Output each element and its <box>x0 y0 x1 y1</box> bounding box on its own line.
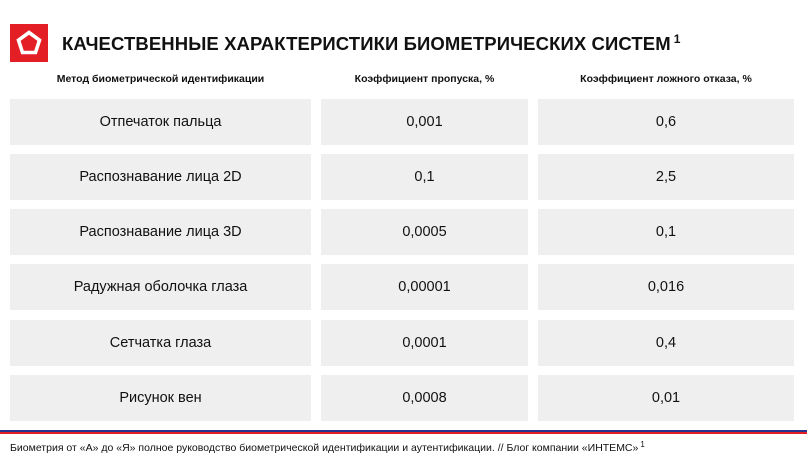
cell-frr: 0,1 <box>538 209 794 255</box>
column-header-method: Метод биометрической идентификации <box>56 73 265 85</box>
table-row <box>0 209 807 255</box>
cell-far: 0,0008 <box>321 375 528 421</box>
header <box>10 24 681 62</box>
cell-method: Радужная оболочка глаза <box>10 264 311 310</box>
footer-divider-red <box>0 432 807 434</box>
cell-frr: 0,6 <box>538 99 794 145</box>
cell-far: 0,001 <box>321 99 528 145</box>
cell-frr: 0,4 <box>538 320 794 366</box>
column-header-far: Коэффициент пропуска, % <box>354 73 495 85</box>
cell-frr: 0,016 <box>538 264 794 310</box>
cell-method: Рисунок вен <box>10 375 311 421</box>
page-title: КАЧЕСТВЕННЫЕ ХАРАКТЕРИСТИКИ БИОМЕТРИЧЕСКИХ СИСТЕМ $^1$ <box>62 31 681 54</box>
table-row <box>0 375 807 421</box>
table-row <box>0 99 807 145</box>
source-footnote: Биометрия от «А» до «Я» полное руководство биометрической идентификации и аутентификации. // Блог компании «ИНТЕМС» $^1$ <box>10 440 645 454</box>
cell-method: Отпечаток пальца <box>10 99 311 145</box>
pentagon-logo-icon <box>10 24 48 62</box>
cell-method: Распознавание лица 2D <box>10 154 311 200</box>
cell-far: 0,0005 <box>321 209 528 255</box>
cell-far: 0,00001 <box>321 264 528 310</box>
cell-far: 0,1 <box>321 154 528 200</box>
cell-far: 0,0001 <box>321 320 528 366</box>
source-footnote-mark: 1 <box>640 440 645 449</box>
table-header <box>0 73 807 89</box>
cell-method: Распознавание лица 3D <box>10 209 311 255</box>
table-row <box>0 264 807 310</box>
title-footnote-mark: 1 <box>673 31 681 46</box>
cell-frr: 0,01 <box>538 375 794 421</box>
cell-method: Сетчатка глаза <box>10 320 311 366</box>
column-header-frr: Коэффициент ложного отказа, % <box>580 73 752 85</box>
cell-frr: 2,5 <box>538 154 794 200</box>
table-row <box>0 320 807 366</box>
table-row <box>0 154 807 200</box>
